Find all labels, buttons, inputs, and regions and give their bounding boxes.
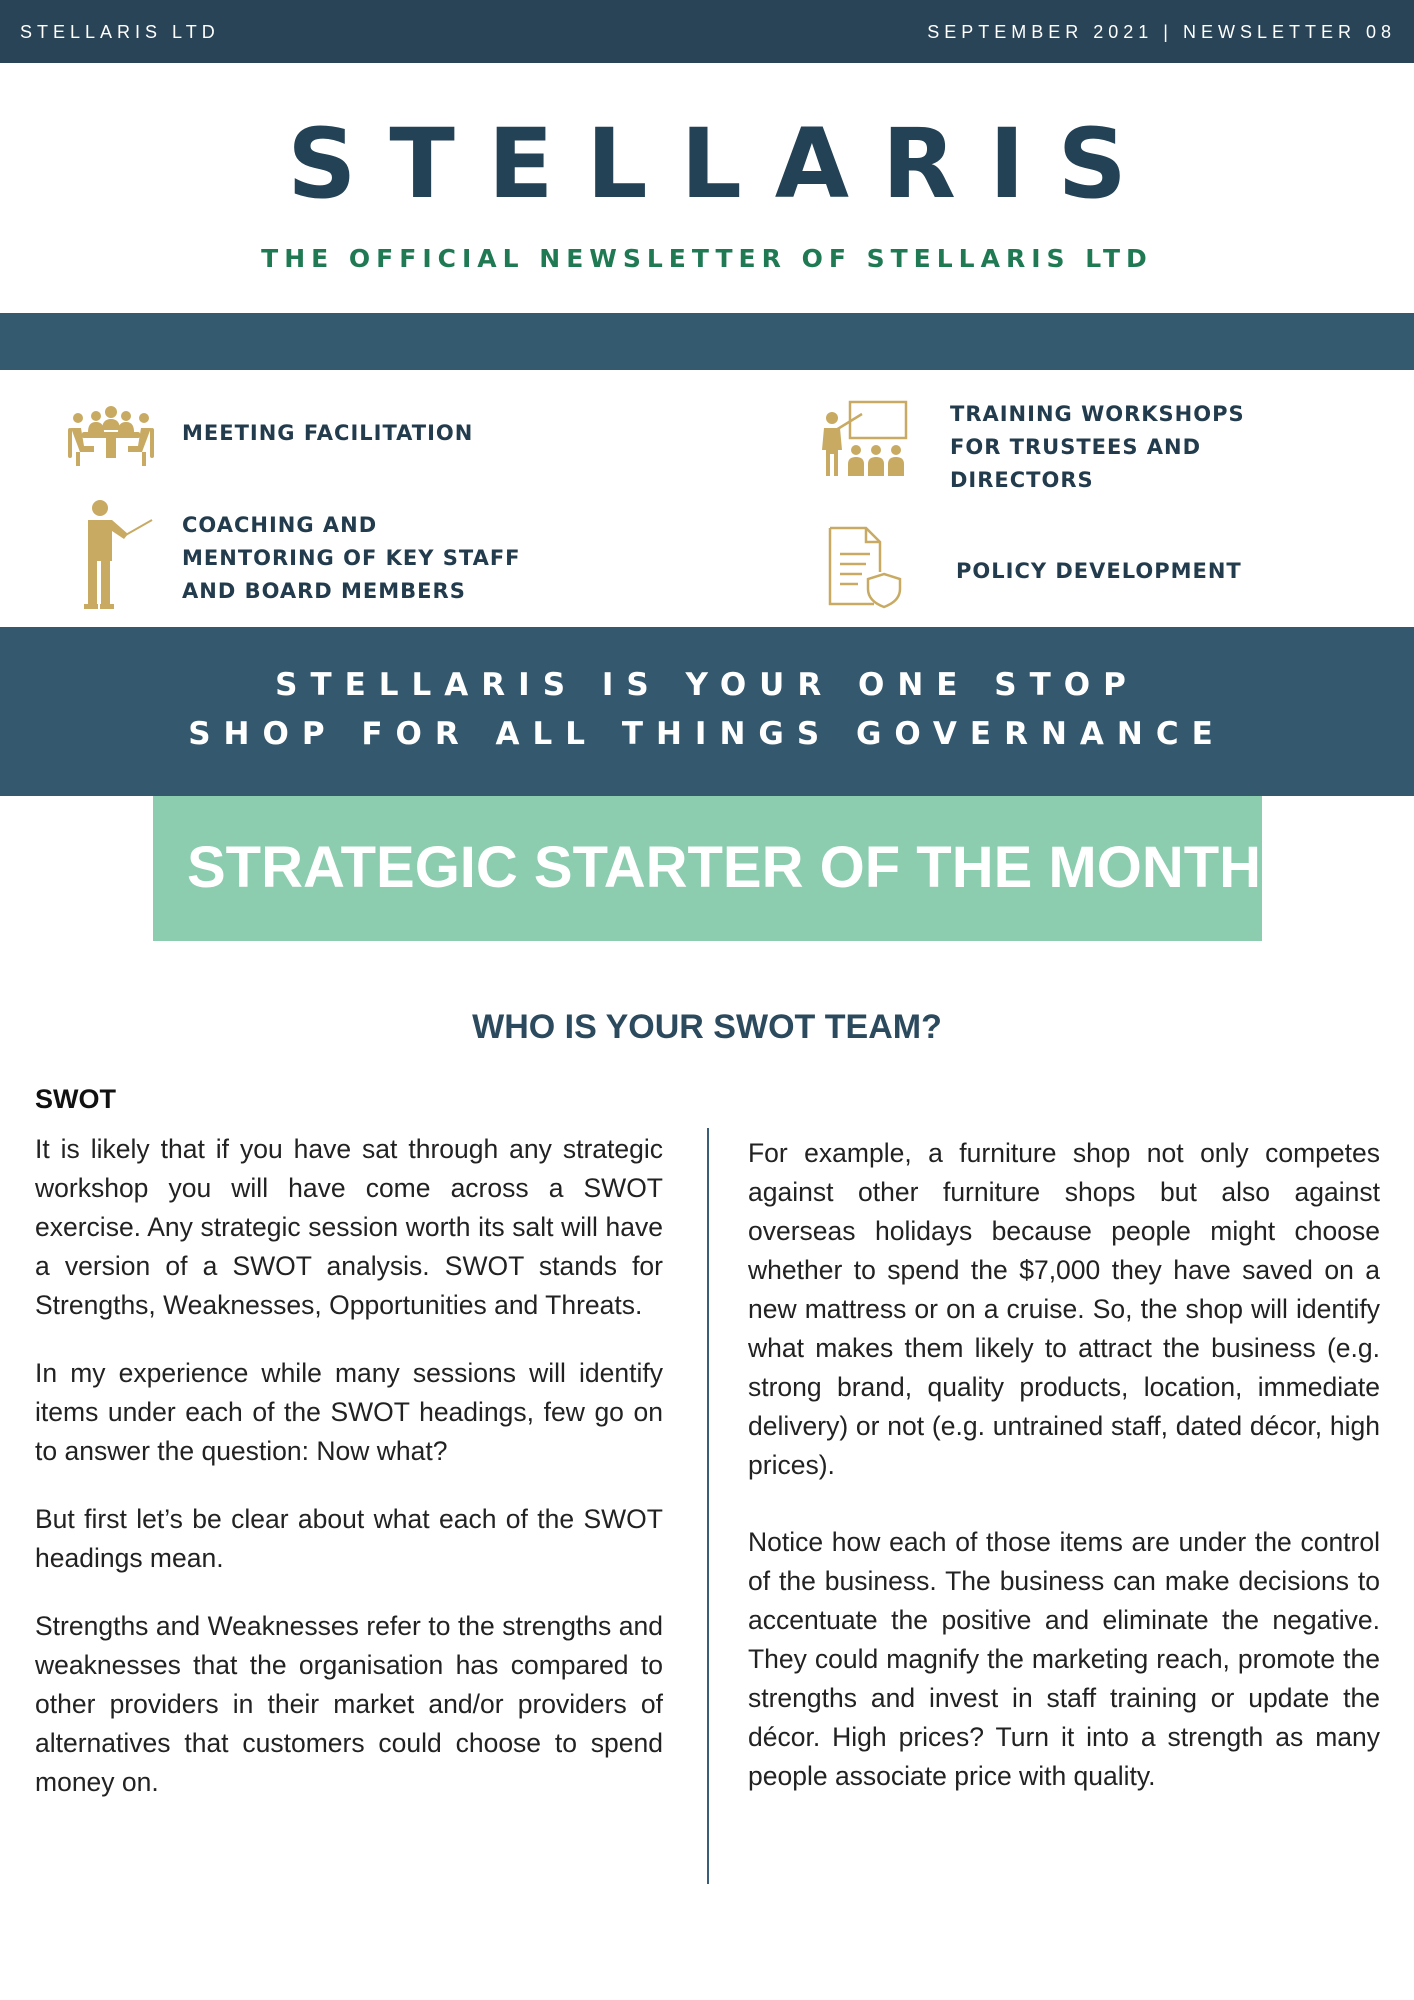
masthead-title: STELLARIS bbox=[287, 108, 1160, 220]
paragraph: It is likely that if you have sat through any strategic workshop you will have come across a SWOT exercise. Any strategic session worth its salt will have a version of a SWOT analysis. SWOT stands for Strengths, Weaknesses, Opportunities and Threats. bbox=[35, 1134, 663, 1320]
article-title: WHO IS YOUR SWOT TEAM? bbox=[472, 1008, 942, 1046]
article-right-column bbox=[748, 1134, 1380, 1834]
feature-title: STRATEGIC STARTER OF THE MONTH bbox=[187, 835, 1262, 900]
service-meeting-facilitation: MEETING FACILITATION bbox=[182, 421, 474, 445]
service-policy-development: POLICY DEVELOPMENT bbox=[956, 559, 1242, 583]
service-training-workshops: TRAINING WORKSHOPS FOR TRUSTEES AND DIRECTORS bbox=[950, 402, 1245, 492]
article-subheading: SWOT bbox=[35, 1084, 116, 1114]
paragraph: For example, a furniture shop not only competes against other furniture shops but also against overseas holidays because people might choose whether to spend the $7,000 they have saved on a new mattress or on a cruise. So, the shop will identify what makes them likely to attract the business (e.g. strong brand, quality products, location, immediate delivery) or not (e.g. untrained staff, dated décor, high prices). bbox=[748, 1138, 1380, 1480]
coach-pointer-icon bbox=[76, 498, 156, 612]
paragraph: Notice how each of those items are under the control of the business. The business can make decisions to accentuate the positive and eliminate the negative. They could magnify the marketing reach, promote the strengths and invest in staff training or update the décor. High prices? Turn it into a strength as many people associate price with quality. bbox=[748, 1527, 1380, 1791]
top-bar bbox=[0, 0, 1414, 63]
issue-info: SEPTEMBER 2021 | NEWSLETTER 08 bbox=[927, 22, 1396, 42]
training-presentation-icon bbox=[820, 398, 916, 478]
company-name: STELLARIS LTD bbox=[20, 22, 220, 42]
feature-header bbox=[153, 796, 1262, 941]
meeting-table-icon bbox=[66, 404, 156, 470]
divider-band bbox=[0, 313, 1414, 370]
masthead-tagline: THE OFFICIAL NEWSLETTER OF STELLARIS LTD bbox=[261, 244, 1153, 273]
policy-document-shield-icon bbox=[826, 524, 906, 610]
paragraph: In my experience while many sessions will identify items under each of the SWOT headings, few go on to answer the question: Now what? bbox=[35, 1358, 663, 1466]
column-divider bbox=[707, 1128, 709, 1884]
slogan-line-2: SHOP FOR ALL THINGS GOVERNANCE bbox=[188, 716, 1226, 752]
article-left-column bbox=[35, 1130, 663, 1831]
paragraph: But first let’s be clear about what each of the SWOT headings mean. bbox=[35, 1504, 663, 1573]
slogan-banner bbox=[0, 627, 1414, 796]
service-coaching-mentoring: COACHING AND MENTORING OF KEY STAFF AND BOARD MEMBERS bbox=[182, 513, 521, 603]
slogan-line-1: STELLARIS IS YOUR ONE STOP bbox=[275, 667, 1139, 703]
paragraph: Strengths and Weaknesses refer to the strengths and weaknesses that the organisation has compared to other providers in their market and/or providers of alternatives that customers could choose to spend money on. bbox=[35, 1611, 663, 1797]
